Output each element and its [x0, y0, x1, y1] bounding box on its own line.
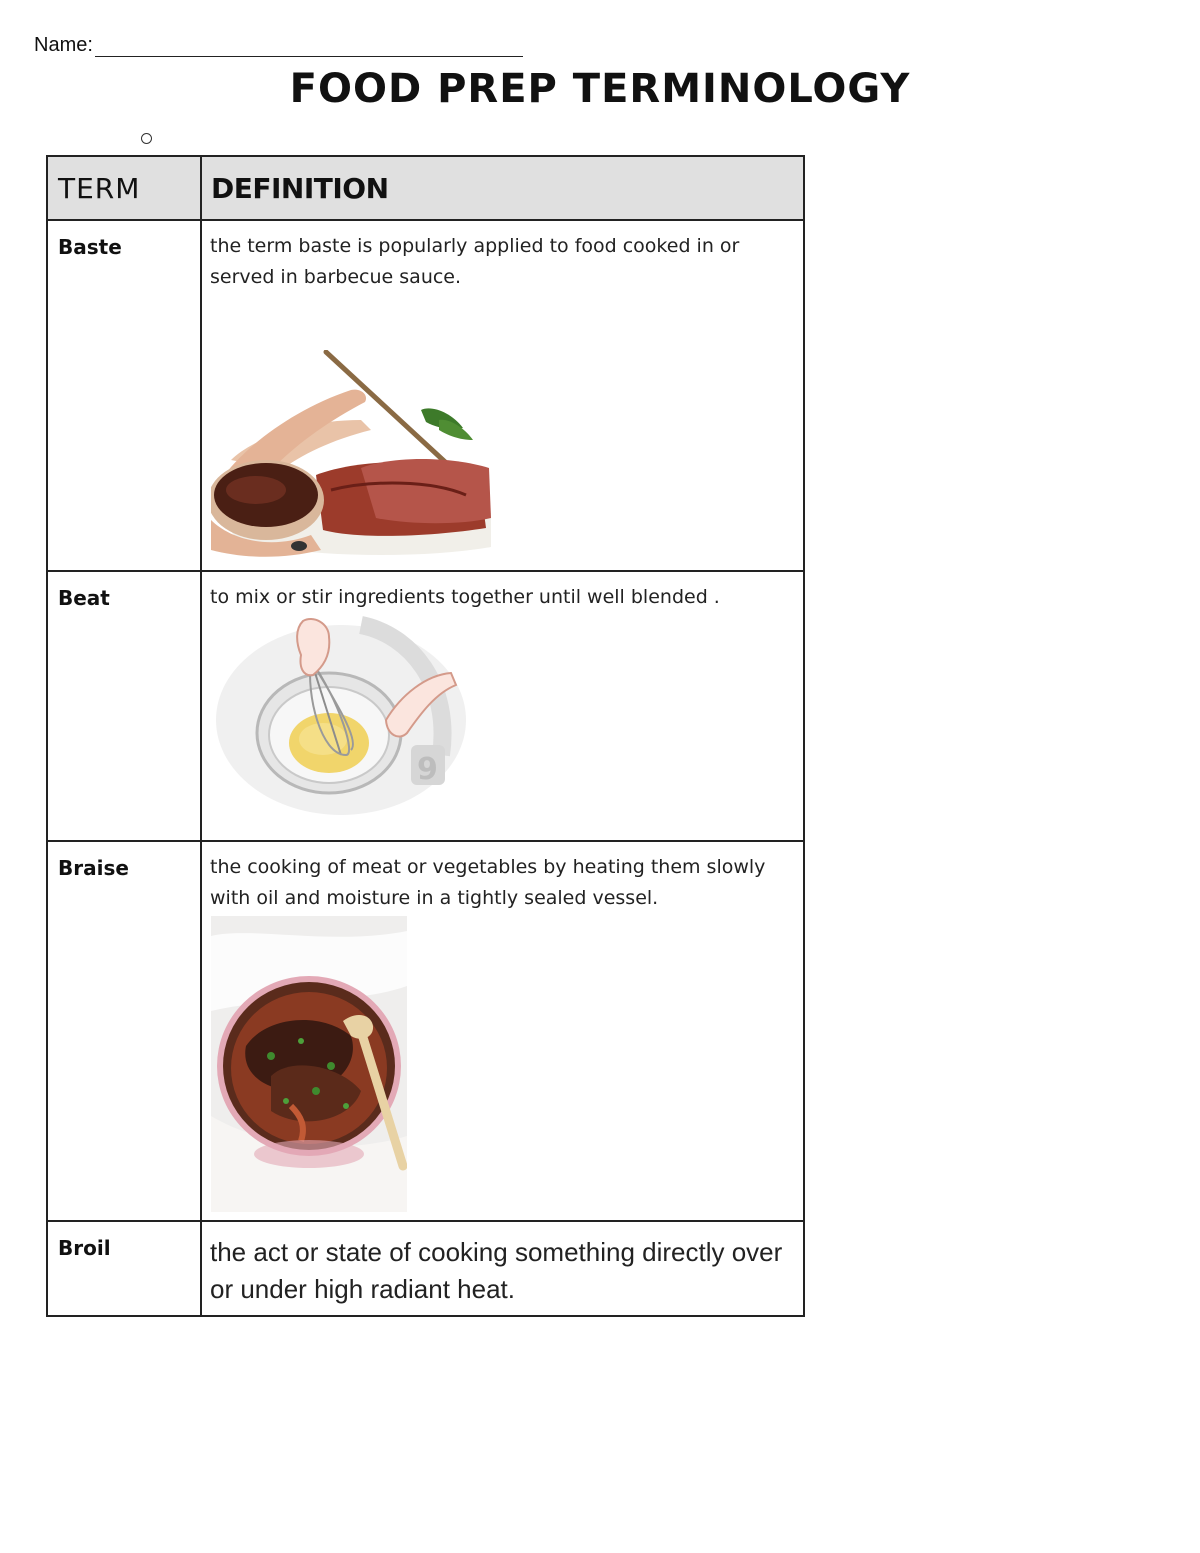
table-row [47, 220, 804, 571]
definition-cell-baste [201, 220, 804, 571]
definition-cell-beat [201, 571, 804, 841]
definition-cell-braise [201, 841, 804, 1221]
terminology-table [46, 155, 805, 1317]
whisking-bowl-image [211, 615, 471, 815]
definition-braise: the cooking of meat or vegetables by heating them slowly with oil and moisture in a tightly sealed vessel. [210, 856, 766, 909]
column-header-definition: DEFINITION [201, 156, 804, 220]
table-row [47, 571, 804, 841]
definition-beat: to mix or stir ingredients together until well blended . [210, 586, 720, 608]
definition-broil: the act or state of cooking something directly over or under high radiant heat. [210, 1237, 783, 1304]
table-row [47, 1221, 804, 1316]
definition-cell-broil [201, 1221, 804, 1316]
table-header-row [47, 156, 804, 220]
name-field[interactable] [34, 34, 523, 57]
column-header-term: TERM [47, 156, 201, 220]
bullet-circle-icon [141, 133, 152, 144]
name-blank-line[interactable] [95, 36, 523, 57]
page-title [0, 66, 1200, 112]
name-label: Name: [34, 34, 93, 56]
svg-text:9: 9 [417, 752, 438, 787]
table-row [47, 841, 804, 1221]
term-baste: Baste [47, 220, 201, 571]
basting-meat-image [211, 350, 491, 560]
page-title-text: FOOD PREP TERMINOLOGY [289, 66, 911, 112]
braised-meat-pot-image [211, 916, 407, 1212]
definition-baste: the term baste is popularly applied to food cooked in or served in barbecue sauce. [210, 235, 740, 288]
term-broil: Broil [47, 1221, 201, 1316]
term-braise: Braise [47, 841, 201, 1221]
term-beat: Beat [47, 571, 201, 841]
